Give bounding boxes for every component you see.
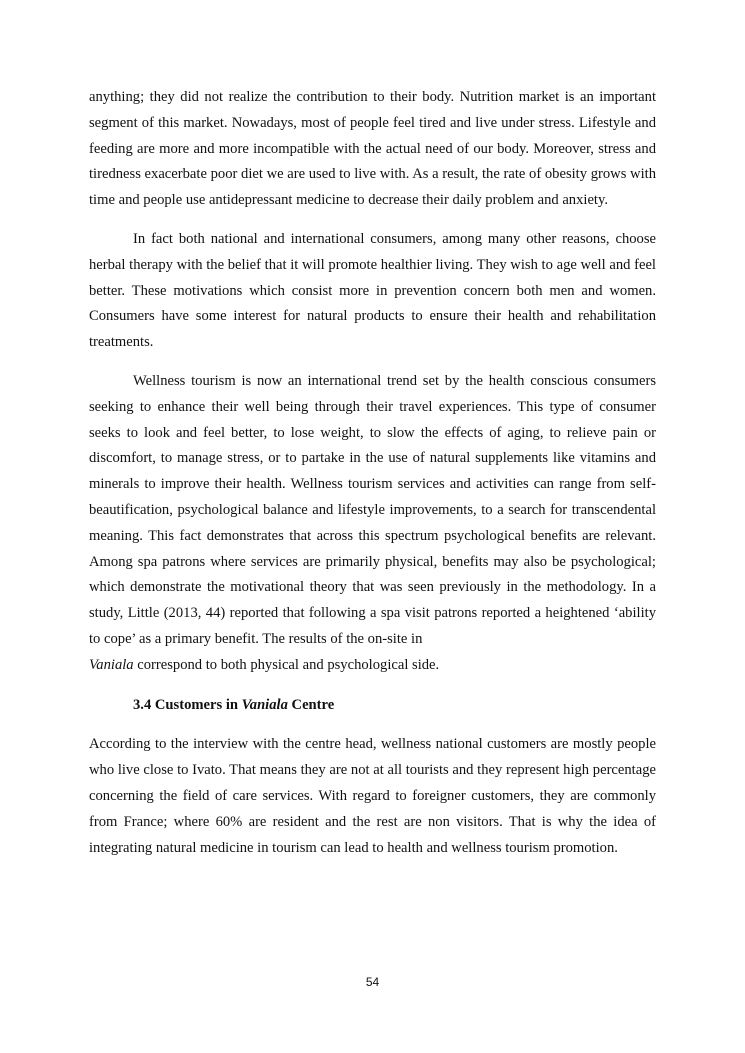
paragraph-herbal-therapy: In fact both national and international consumers, among many other reasons, choose herbal therapy with the belief that it will promote healthier living. They wish to age well and feel better. These motivations which consist more in prevention concern both men and women. Consumers have some interest for natural products to ensure their health and rehabilitation treatments. — [89, 230, 656, 351]
paragraph-wellness-tourism-body: Wellness tourism is now an international trend set by the health conscious consumers seeking to enhance their well being through their travel experiences. This type of consumer seeks to look and feel better, to lose weight, to slow the effects of aging, to relieve pain or discomfort, to manage stress, or to partake in the use of natural supplements like vitamins and minerals to improve their health. Wellness tourism services and activities can range from self-beautification, psychological balance and lifestyle improvements, to a search for transcendental meaning. This fact demonstrates that across this spectrum psychological benefits are relevant. Among spa patrons where services are primarily physical, benefits may also be psychological; which demonstrate the motivational theory that was seen previously in the methodology. In a study, Little (2013, 44) reported that following a spa visit patrons reported a heightened ‘ability to cope’ as a primary benefit. The results of the on-site in — [89, 372, 656, 647]
paragraph-nutrition-market: anything; they did not realize the contribution to their body. Nutrition market is an important segment of this market. Nowadays, most of people feel tired and live under stress. Lifestyle and feeding are more and more incompatible with the actual need of our body. Moreover, stress and tiredness exacerbate poor diet we are used to live with. As a result, the rate of obesity grows with time and people use antidepressant medicine to decrease their daily problem and anxiety. — [89, 89, 656, 209]
document-page — [89, 85, 656, 861]
paragraph-wellness-tourism-tail: correspond to both physical and psychological side. — [133, 656, 440, 673]
paragraph-customers: According to the interview with the centre head, wellness national customers are mostly people who live close to Ivato. That means they are not at all tourists and they represent high percentage concerning the field of care services. With regard to foreigner customers, they are commonly from France; where 60% are resident and the rest are non visitors. That is why the idea of integrating natural medicine in tourism can lead to health and wellness tourism promotion. — [89, 736, 656, 856]
section-heading-suffix: Centre — [287, 696, 335, 713]
section-heading — [133, 693, 656, 719]
section-heading-italic: Vaniala — [241, 696, 288, 713]
paragraph-wellness-tourism — [89, 369, 656, 679]
vaniala-italic: Vaniala — [89, 656, 134, 673]
section-heading-prefix: 3.4 Customers in — [133, 696, 242, 713]
page-number: 54 — [365, 975, 380, 989]
